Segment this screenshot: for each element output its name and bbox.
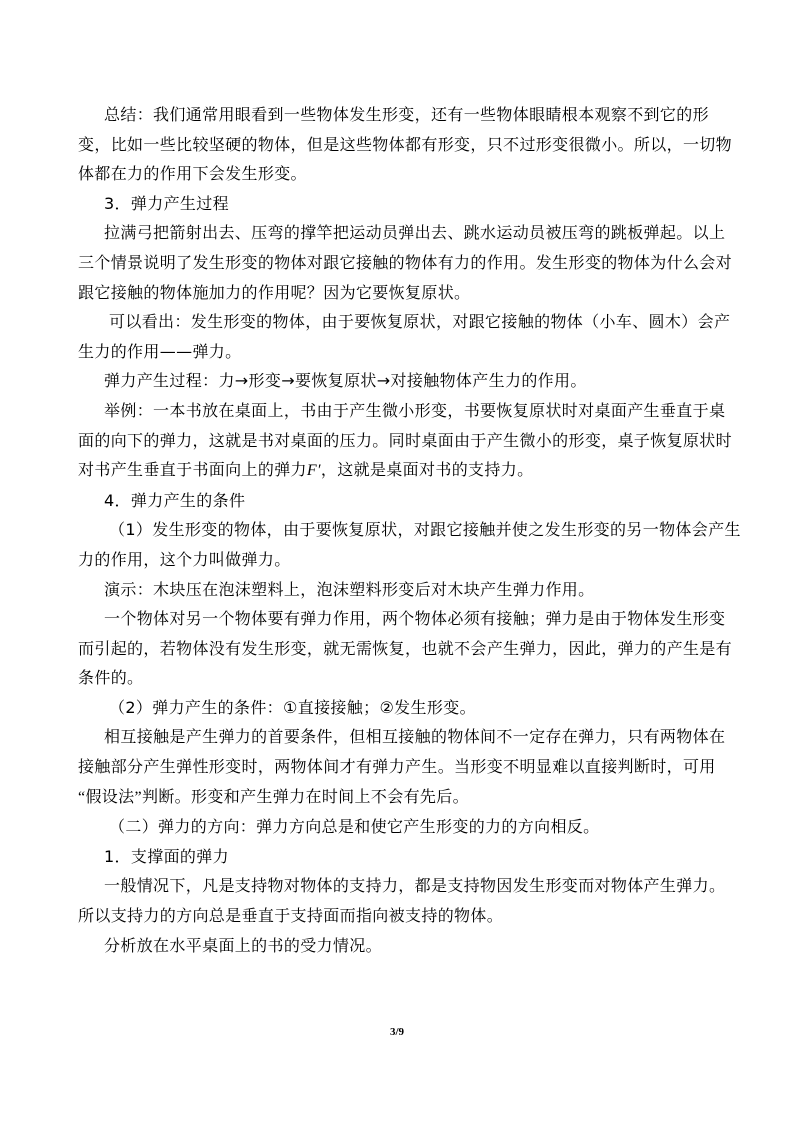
hypothesis-line-3-text: 判断。形变和产生弹力在时间上不会有先后。 [141,786,469,806]
paragraph-bow-line-2: 三个情景说明了发生形变的物体对跟它接触的物体有力的作用。发生形变的物体为什么会对 [78,252,733,272]
paragraph-example-line-2: 面的向下的弹力，这就是书对桌面的压力。同时桌面由于产生微小的形变，桌子恢复原状时 [78,430,733,450]
paragraph-contact-line-3: 条件的。 [78,668,144,688]
paragraph-condition-1-line-1: （1）发生形变的物体，由于要恢复原状，对跟它接触并使之发生形变的另一物体会产生 [109,520,741,540]
document-body [78,100,741,960]
hypothesis-method-term: “假设法” [78,788,142,806]
example-line-3-text-b: ，这就是桌面对书的支持力。 [320,460,534,480]
paragraph-bow-line-3: 跟它接触的物体施加力的作用呢？因为它要恢复原状。 [78,282,471,302]
paragraph-observe-line-1: 可以看出：发生形变的物体，由于要恢复原状，对跟它接触的物体（小车、圆木）会产 [109,312,731,332]
paragraph-condition-2: （2）弹力产生的条件：①直接接触；②发生形变。 [109,697,476,717]
paragraph-hypothesis-line-1: 相互接触是产生弹力的首要条件，但相互接触的物体间不一定存在弹力，只有两物体在 [104,727,726,747]
section-heading-1-support: 1．支撑面的弹力 [104,846,229,866]
section-heading-3: 3．弹力产生过程 [104,193,229,213]
section-heading-4: 4．弹力产生的条件 [104,490,246,510]
force-symbol-f-prime: F′ [306,462,321,480]
paragraph-analyze-book: 分析放在水平桌面上的书的受力情况。 [104,935,382,955]
paragraph-support-line-1: 一般情况下，凡是支持物对物体的支持力，都是支持物因发生形变而对物体产生弹力。 [104,876,726,896]
paragraph-summary-line-1: 总结：我们通常用眼看到一些物体发生形变，还有一些物体眼睛根本观察不到它的形 [104,105,709,124]
paragraph-bow-line-1: 拉满弓把箭射出去、压弯的撑竿把运动员弹出去、跳水运动员被压弯的跳板弹起。以上 [104,223,726,243]
paragraph-summary-line-2: 变，比如一些比较坚硬的物体，但是这些物体都有形变，只不过形变很微小。所以，一切物 [78,134,733,154]
paragraph-process: 弹力产生过程：力→形变→要恢复原状→对接触物体产生力的作用。 [104,371,587,391]
paragraph-support-line-2: 所以支持力的方向总是垂直于支持面而指向被支持的物体。 [78,906,504,926]
paragraph-demo: 演示：木块压在泡沫塑料上，泡沫塑料形变后对木块产生弹力作用。 [104,579,595,599]
paragraph-observe-line-2: 生力的作用——弹力。 [78,341,242,361]
page-number: 3/9 [389,1026,405,1038]
paragraph-summary-line-3: 体都在力的作用下会发生形变。 [78,164,307,184]
paragraph-hypothesis-line-3 [78,782,718,813]
paragraph-example-line-3 [78,455,718,486]
paragraph-hypothesis-line-2: 接触部分产生弹性形变时，两物体间才有弹力产生。当形变不明显难以直接判断时，可用 [78,757,716,777]
section-heading-direction: （二）弹力的方向：弹力方向总是和使它产生形变的力的方向相反。 [109,817,600,837]
paragraph-condition-1-line-2: 力的作用，这个力叫做弹力。 [78,549,291,569]
example-line-3-text-a: 对书产生垂直于书面向上的弹力 [78,460,307,480]
paragraph-contact-line-1: 一个物体对另一个物体要有弹力作用，两个物体必须有接触；弹力是由于物体发生形变 [104,609,726,629]
paragraph-contact-line-2: 而引起的，若物体没有发生形变，就无需恢复，也就不会产生弹力，因此，弹力的产生是有 [78,638,733,658]
paragraph-example-line-1: 举例：一本书放在桌面上，书由于产生微小形变，书要恢复原状时对桌面产生垂直于桌 [104,400,726,420]
